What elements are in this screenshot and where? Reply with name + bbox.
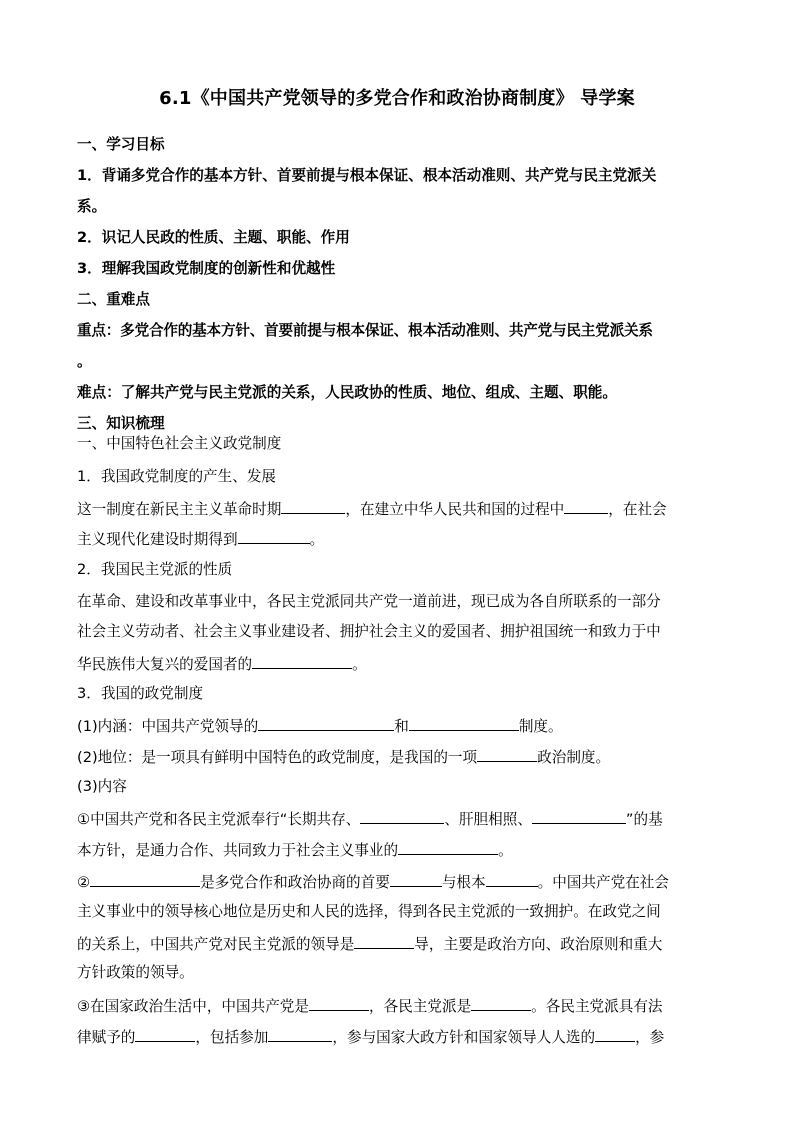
text: ，参: [635, 1029, 665, 1046]
content-3-line-2: [77, 1026, 717, 1048]
fill-blank[interactable]: [281, 498, 345, 514]
fill-blank[interactable]: [309, 995, 369, 1011]
text: ，在社会: [608, 501, 667, 518]
text: 制度。: [518, 718, 563, 735]
text: 。中国共产党在社会: [537, 874, 669, 891]
text: ，在建立中华人民共和国的过程中: [345, 501, 565, 518]
part-2-title: 2．我国民主党派的性质: [77, 561, 233, 578]
fill-blank[interactable]: [564, 498, 608, 514]
text: 主义现代化建设时期得到: [77, 531, 238, 548]
text: 与根本: [441, 874, 486, 891]
part-3-title: 3．我国的政党制度: [77, 685, 204, 702]
goal-3: 3．理解我国政党制度的创新性和优越性: [77, 260, 336, 277]
text: ③在国家政治生活中，中国共产党是: [77, 998, 309, 1015]
fill-blank[interactable]: [471, 995, 531, 1011]
text: 。: [498, 842, 513, 859]
fill-blank[interactable]: [135, 1026, 195, 1042]
key-point-line-2: 。: [77, 353, 92, 370]
key-points-heading: 二、重难点: [77, 291, 150, 308]
difficult-point: 难点：了解共产党与民主党派的关系，人民政协的性质、地位、组成、主题、职能。: [77, 384, 617, 401]
part-2-line-3: [77, 653, 717, 675]
text: 导，主要是政治方向、政治原则和重大: [414, 936, 663, 953]
text: 的关系上，中国共产党对民主党派的领导是: [77, 936, 355, 953]
goal-2: 2．识记人民政的性质、主题、职能、作用: [77, 229, 350, 246]
fill-blank[interactable]: [258, 715, 394, 731]
content-3-line-1: [77, 995, 717, 1017]
content-1-line-2: [77, 839, 717, 861]
text: ，参与国家大政方针和国家领导人人选的: [332, 1029, 596, 1046]
goal-1-line-2: 系。: [77, 198, 107, 215]
part-1-line-2: [77, 528, 717, 550]
text: (1)内涵：中国共产党领导的: [77, 718, 259, 735]
fill-blank[interactable]: [595, 1026, 635, 1042]
fill-blank[interactable]: [486, 871, 538, 887]
page-title: 6.1《中国共产党领导的多党合作和政治协商制度》 导学案: [159, 88, 635, 109]
fill-blank[interactable]: [398, 839, 498, 855]
text: 。各民主党派具有法: [531, 998, 663, 1015]
goal-1-line-1: 1．背诵多党合作的基本方针、首要前提与根本保证、根本活动准则、共产党与民主党派关: [77, 167, 657, 184]
content-1-line-1: [77, 808, 717, 830]
fill-blank[interactable]: [252, 653, 352, 669]
part-3-line-2: [77, 746, 717, 768]
fill-blank[interactable]: [390, 871, 442, 887]
part-1-title: 1．我国政党制度的产生、发展: [77, 468, 277, 485]
content-2-line-1: [77, 871, 717, 893]
fill-blank[interactable]: [268, 1026, 332, 1042]
text: ”的基: [625, 811, 663, 828]
text: ，包括参加: [195, 1029, 269, 1046]
fill-blank[interactable]: [477, 746, 537, 762]
text: 律赋予的: [77, 1029, 136, 1046]
text: 这一制度在新民主主义革命时期: [77, 501, 282, 518]
text: 本方针，是通力合作、共同致力于社会主义事业的: [77, 842, 399, 859]
text: ②: [77, 874, 91, 891]
fill-blank[interactable]: [532, 808, 626, 824]
fill-blank[interactable]: [90, 871, 200, 887]
content-2-line-3: [77, 933, 717, 955]
key-point-line-1: 重点：多党合作的基本方针、首要前提与根本保证、根本活动准则、共产党与民主党派关系: [77, 322, 653, 339]
fill-blank[interactable]: [409, 715, 519, 731]
fill-blank[interactable]: [354, 933, 414, 949]
text: 。: [352, 656, 367, 673]
text: 和: [394, 718, 409, 735]
text: 政治制度。: [537, 749, 611, 766]
part-3-line-3: (3)内容: [77, 778, 127, 795]
text: (2)地位：是一项具有鲜明中国特色的政党制度，是我国的一项: [77, 749, 478, 766]
subsection-title: 一、中国特色社会主义政党制度: [77, 435, 282, 452]
text: 、肝胆相照、: [444, 811, 532, 828]
knowledge-heading: 三、知识梳理: [77, 415, 165, 432]
text: ，各民主党派是: [369, 998, 472, 1015]
text: 。: [309, 531, 325, 548]
part-3-line-1: [77, 715, 717, 737]
part-2-line-2: 社会主义劳动者、社会主义事业建设者、拥护社会主义的爱国者、拥护祖国统一和致力于中: [77, 623, 661, 640]
text: 华民族伟大复兴的爱国者的: [77, 656, 253, 673]
content-2-line-4: 方针政策的领导。: [77, 964, 194, 981]
fill-blank[interactable]: [360, 808, 444, 824]
text: ①中国共产党和各民主党派奉行“长期共存、: [77, 811, 361, 828]
part-2-line-1: 在革命、建设和改革事业中，各民主党派同共产党一道前进，现已成为各自所联系的一部分: [77, 593, 661, 610]
content-2-line-2: 主义事业中的领导核心地位是历史和人民的选择，得到各民主党派的一致拥护。在政党之间: [77, 903, 661, 920]
fill-blank[interactable]: [238, 528, 310, 544]
text: 是多党合作和政治协商的首要: [200, 874, 390, 891]
part-1-line-1: [77, 498, 717, 520]
learning-goals-heading: 一、学习目标: [77, 136, 165, 153]
